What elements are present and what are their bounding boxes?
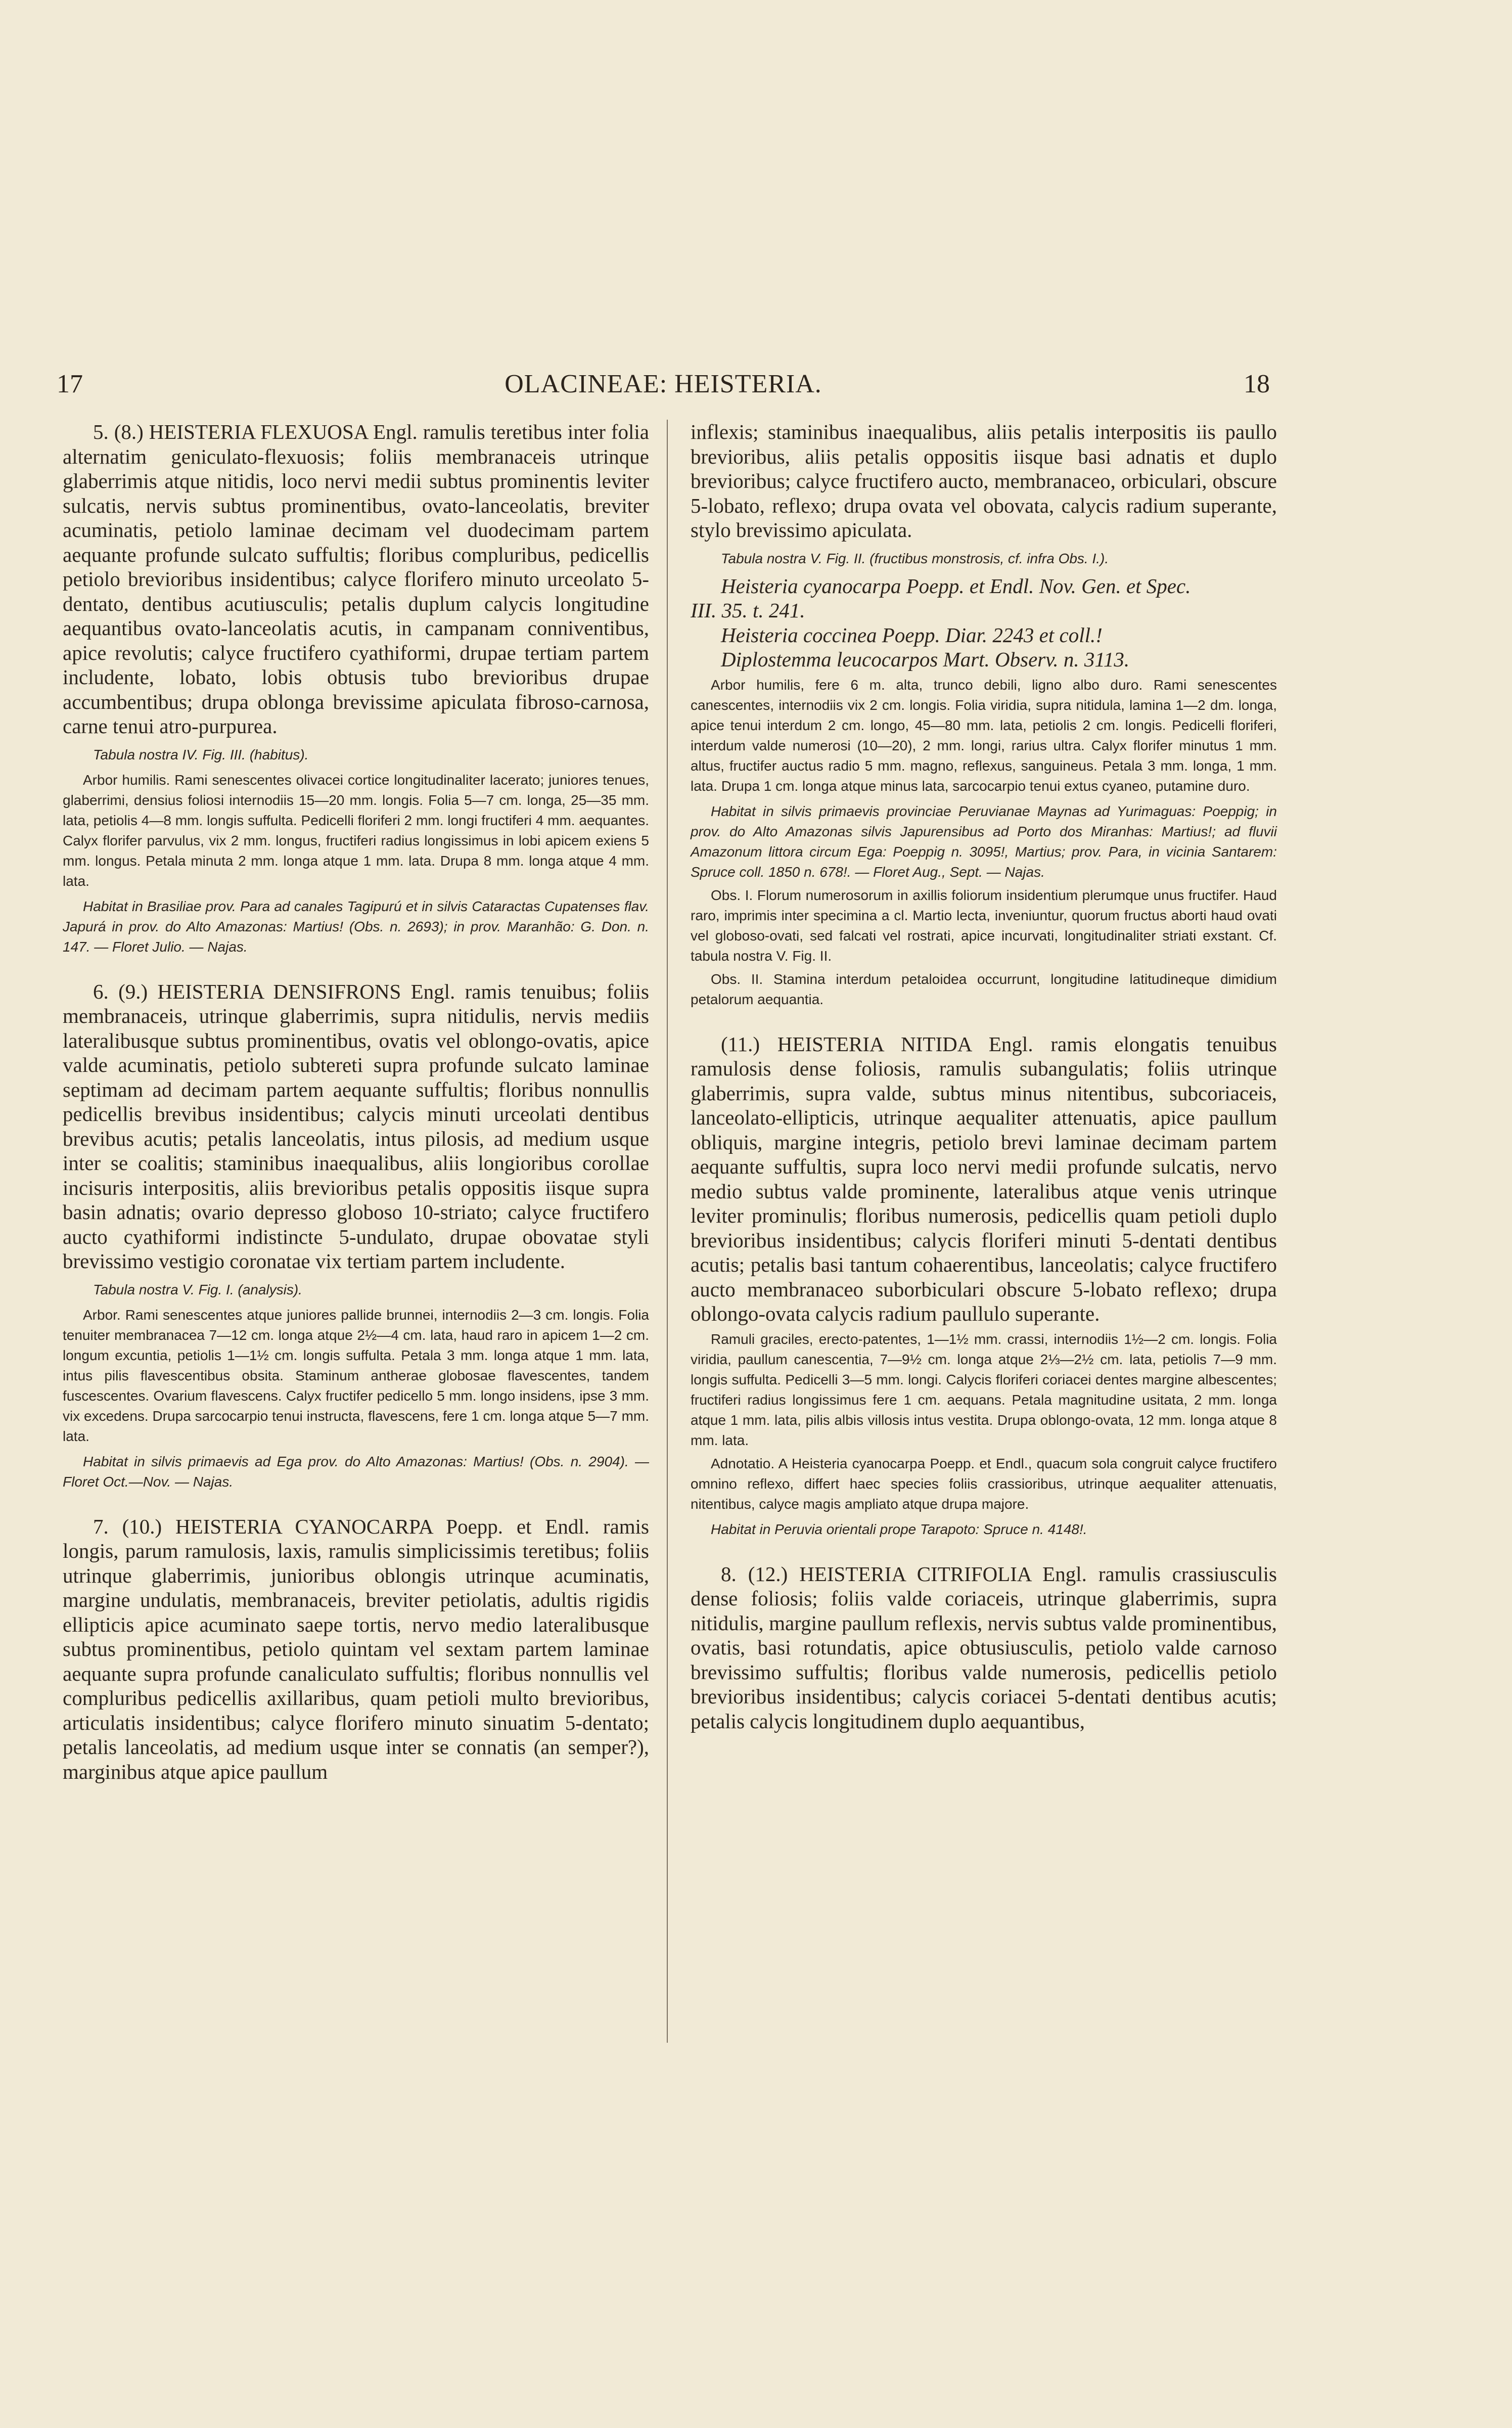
species-7-diagnosis: 7. (10.) HEISTERIA CYANOCARPA Poepp. et Endl. ramis longis, parum ramulosis, laxis, ramulis simplicissimis teretibus; foliis utrinque glaberrimis, junioribus oblongis utrinque acuminatis, margine undulatis, membranaceis, breviter petiolatis, adultis rigidis ellipticis apice acuminato saepe tortis, nervo medio lateralibusque subtus prominentibus, petiolo quintam vel sextam partem laminae aequante supra profunde canaliculato suffultis; floribus nonnullis vel compluribus pedicellis axillaribus, quam petioli multo brevioribus, articulatis insidentibus; calyce florifero minuto sinuatim 5-dentato; petalis lanceolatis, ad medium usque inter se connatis (an semper?), marginibus atque apice paullum bbox=[63, 1514, 649, 1783]
left-column bbox=[63, 420, 649, 1784]
page-header bbox=[57, 369, 1270, 404]
species-7-plate-ref: Tabula nostra V. Fig. II. (fructibus monstrosis, cf. infra Obs. I.). bbox=[721, 550, 1109, 566]
species-7-habitat: Habitat in silvis primaevis provinciae Peruvianae Maynas ad Yurimaguas: Poeppig; in prov. do Alto Amazonas silvis Japurensibus ad Porto dos Miranhas: Martius!; ad fluvii Amazonum littora circum Ega: Poeppig n. 3095!, Martius; prov. Para, in vicinia Santarem: Spruce coll. 1850 n. 678!. — Floret Aug., Sept. — Najas. bbox=[691, 803, 1277, 880]
page-number-right: 18 bbox=[1244, 370, 1270, 398]
species-7-description: Arbor humilis, fere 6 m. alta, trunco debili, ligno albo duro. Rami senescentes canescentes, internodiis vix 2 cm. longis. Folia viridia, supra nitidula, lamina 1—2 dm. longa, apice tenui interdum 2 cm. longo, 45—80 mm. lata, petiolis 2 cm. longis. Pedicelli floriferi, interdum valde numerosi (10—20), 2 mm. longi, rarius ultra. Calyx florifer minutus 1 mm. altus, fructifer auctus radio 5 mm. magno, reflexus, sanguineus. Petala 3 mm. longa, 1 mm. lata. Drupa 1 cm. longa atque minus lata, sarcocarpio tenui extus cyaneo, putamine duro. bbox=[691, 677, 1277, 794]
page-number-left: 17 bbox=[57, 370, 83, 398]
species-6-habitat: Habitat in silvis primaevis ad Ega prov. do Alto Amazonas: Martius! (Obs. n. 2904). — Floret Oct.—Nov. — Najas. bbox=[63, 1453, 649, 1490]
species-8-diagnosis: 8. (12.) HEISTERIA CITRIFOLIA Engl. ramulis crassiusculis dense foliosis; foliis valde coriaceis, utrinque glaberrimis, supra nitidulis, margine paullum reflexis, nervis subtus valde prominentibus, ovatis, basi rotundatis, apice obtusiusculis, petiolo valde carnoso brevissimo suffultis; floribus valde numerosis, pedicellis petiolo brevioribus insidentibus; calycis coriacei 5-dentati dentibus acutis; petalis calycis longitudinem duplo aequantibus, bbox=[691, 1562, 1277, 1733]
synonym-1-ref: III. 35. t. 241. bbox=[691, 599, 805, 622]
species-11-description: Ramuli graciles, erecto-patentes, 1—1½ mm. crassi, internodiis 1½—2 cm. longis. Folia viridia, paullum canescentia, 7—9½ cm. longa atque 2⅓—2½ cm. lata, petiolis 7—9 mm. longis suffulta. Pedicelli 3—5 mm. longi. Calycis floriferi coriacei dentes margine albescentes; fructiferi radius longissimus fere 1 cm. aequans. Petala magnitudine usitata, 2 mm. longa atque 1 mm. lata, pilis albis villosis intus vestita. Drupa oblongo-ovata, 12 mm. longa atque 8 mm. lata. bbox=[691, 1331, 1277, 1448]
observation-2: Obs. II. Stamina interdum petaloidea occurrunt, longitudine latitudineque dimidium petalorum aequantia. bbox=[691, 971, 1277, 1007]
synonym-1: Heisteria cyanocarpa Poepp. et Endl. Nov. Gen. et Spec. bbox=[721, 574, 1191, 598]
synonym-3: Diplostemma leucocarpos Mart. Observ. n. 3113. bbox=[721, 648, 1130, 671]
species-6-diagnosis: 6. (9.) HEISTERIA DENSIFRONS Engl. ramis tenuibus; foliis membranaceis, utrinque glaberrimis, supra nitidulis, nervis mediis lateralibusque subtus prominentibus, ovatis vel oblongo-ovatis, apice valde acuminatis, petiolo subtereti supra profunde sulcato laminae septimam ad decimam partem aequante suffultis; floribus nonnullis pedicellis brevibus insidentibus; calycis minuti urceolati dentibus brevibus acutis; petalis lanceolatis, intus pilosis, ad medium usque inter se coalitis; staminibus inaequalibus, aliis longioribus corollae incisuris interpositis, aliis brevioribus petalis oppositis iisque supra basin adnatis; ovario depresso globoso 10-striato; calyce fructifero aucto cyathiformi indistincte 5-undulato, drupae obovatae styli brevissimo vestigio coronatae vix tertiam partem includente. bbox=[63, 979, 649, 1273]
species-11-diagnosis: (11.) HEISTERIA NITIDA Engl. ramis elongatis tenuibus ramulosis dense foliosis, ramulis subangulatis; foliis utrinque glaberrimis, supra valde, subtus minus nitentibus, subcoriaceis, lanceolato-ellipticis, utrinque aequaliter attenuatis, apice paullum obliquis, margine integris, petiolo brevi laminae decimam partem aequante suffultis, supra loco nervi medii profunde sulcatis, nervo medio subtus valde prominente, lateralibus atque venis utrinque leviter prominulis; floribus numerosis, pedicellis quam petioli duplo brevioribus insidentibus; calycis floriferi minuti 5-dentati dentibus acutis; petalis basi tantum cohaerentibus, lanceolatis; calyce fructifero aucto membranaceo suborbiculari obscure 5-lobato reflexo; drupa oblongo-ovata calycis radium paullulo superante. bbox=[691, 1032, 1277, 1325]
species-11-note: Adnotatio. A Heisteria cyanocarpa Poepp. et Endl., quacum sola congruit calyce fructifero omnino reflexo, differt haec species foliis crassioribus, utrinque aequaliter attenuatis, nitentibus, calyce magis ampliato atque drupa majore. bbox=[691, 1455, 1277, 1512]
running-title: OLACINEAE: HEISTERIA. bbox=[505, 370, 822, 398]
observation-1: Obs. I. Florum numerosorum in axillis foliorum insidentium plerumque unus fructifer. Haud raro, imprimis inter specimina a cl. Martio lecta, inveniuntur, quorum fructus aborti haud ovati vel globoso-ovati, sed falcati vel rostrati, apice incurvati, longitudinaliter striati exstant. Cf. tabula nostra V. Fig. II. bbox=[691, 887, 1277, 964]
column-divider bbox=[667, 420, 668, 2043]
species-6-description: Arbor. Rami senescentes atque juniores pallide brunnei, internodiis 2—3 cm. longis. Folia tenuiter membranacea 7—12 cm. longa atque 2½—4 cm. lata, haud raro in apicem 1—2 cm. longum excuntia, petiolis 1—1½ cm. longis suffulta. Petala 3 mm. longa atque 1 mm. lata, intus pilis flavescentibus obsita. Staminum antherae globosae flavescentes, tandem fuscescentes. Ovarium flavescens. Calyx fructifer pedicello 5 mm. longo insidens, ipse 3 mm. vix excedens. Drupa sarcocarpio tenui instructa, flavescens, fere 1 cm. longa atque 5—7 mm. lata. bbox=[63, 1307, 649, 1444]
right-column bbox=[691, 420, 1277, 1733]
species-5-plate-ref: Tabula nostra IV. Fig. III. (habitus). bbox=[93, 746, 309, 762]
species-6-plate-ref: Tabula nostra V. Fig. I. (analysis). bbox=[93, 1281, 302, 1297]
synonym-2: Heisteria coccinea Poepp. Diar. 2243 et coll.! bbox=[721, 623, 1103, 647]
species-5-diagnosis: 5. (8.) HEISTERIA FLEXUOSA Engl. ramulis teretibus inter folia alternatim geniculato-flexuosis; foliis membranaceis utrinque glaberrimis atque nitidis, loco nervi medii subtus prominentis leviter sulcatis, nervis subtus prominentibus, ovato-lanceolatis, breviter acuminatis, petiolo laminae decimam vel duodecimam partem aequante profunde sulcato suffultis; floribus compluribus, pedicellis petiolo brevioribus insidentibus; calyce florifero minuto urceolato 5-dentato, dentibus acutiusculis; petalis duplum calycis longitudine aequantibus ovato-lanceolatis acutis, in campanam conniventibus, apice revolutis; calyce fructifero cyathiformi, drupae tertiam partem includente, lobato, lobis obtusis tubo brevioribus drupae accumbentibus; drupa oblonga brevissime apiculata fibroso-carnosa, carne tenui atro-purpurea. bbox=[63, 420, 649, 738]
species-5-habitat: Habitat in Brasiliae prov. Para ad canales Tagipurú et in silvis Cataractas Cupatenses flav. Japurá in prov. do Alto Amazonas: Martius! (Obs. n. 2693); in prov. Maranhão: G. Don. n. 147. — Floret Julio. — Najas. bbox=[63, 898, 649, 955]
species-11-habitat: Habitat in Peruvia orientali prope Tarapoto: Spruce n. 4148!. bbox=[711, 1521, 1087, 1537]
species-7-diagnosis-continued: inflexis; staminibus inaequalibus, aliis petalis interpositis iis paullo brevioribus, aliis petalis oppositis iisque basi adnatis et duplo brevioribus; calyce fructifero aucto, membranaceo, orbiculari, obscure 5-lobato, reflexo; drupa ovata vel obovata, calycis radium superante, stylo brevissimo apiculata. bbox=[691, 420, 1277, 542]
species-5-description: Arbor humilis. Rami senescentes olivacei cortice longitudinaliter lacerato; juniores tenues, glaberrimi, densius foliosi internodiis 15—20 mm. longis. Folia 5—7 cm. longa, 25—35 mm. lata, petiolis 4—8 mm. longis suffulta. Pedicelli floriferi 2 mm. longi fructiferi 4 mm. aequantes. Calyx florifer parvulus, vix 2 mm. longus, fructiferi radius longissimus in lobi apicem exiens 5 mm. longus. Petala minuta 2 mm. longa atque 1 mm. lata. Drupa 8 mm. longa atque 4 mm. lata. bbox=[63, 772, 649, 889]
